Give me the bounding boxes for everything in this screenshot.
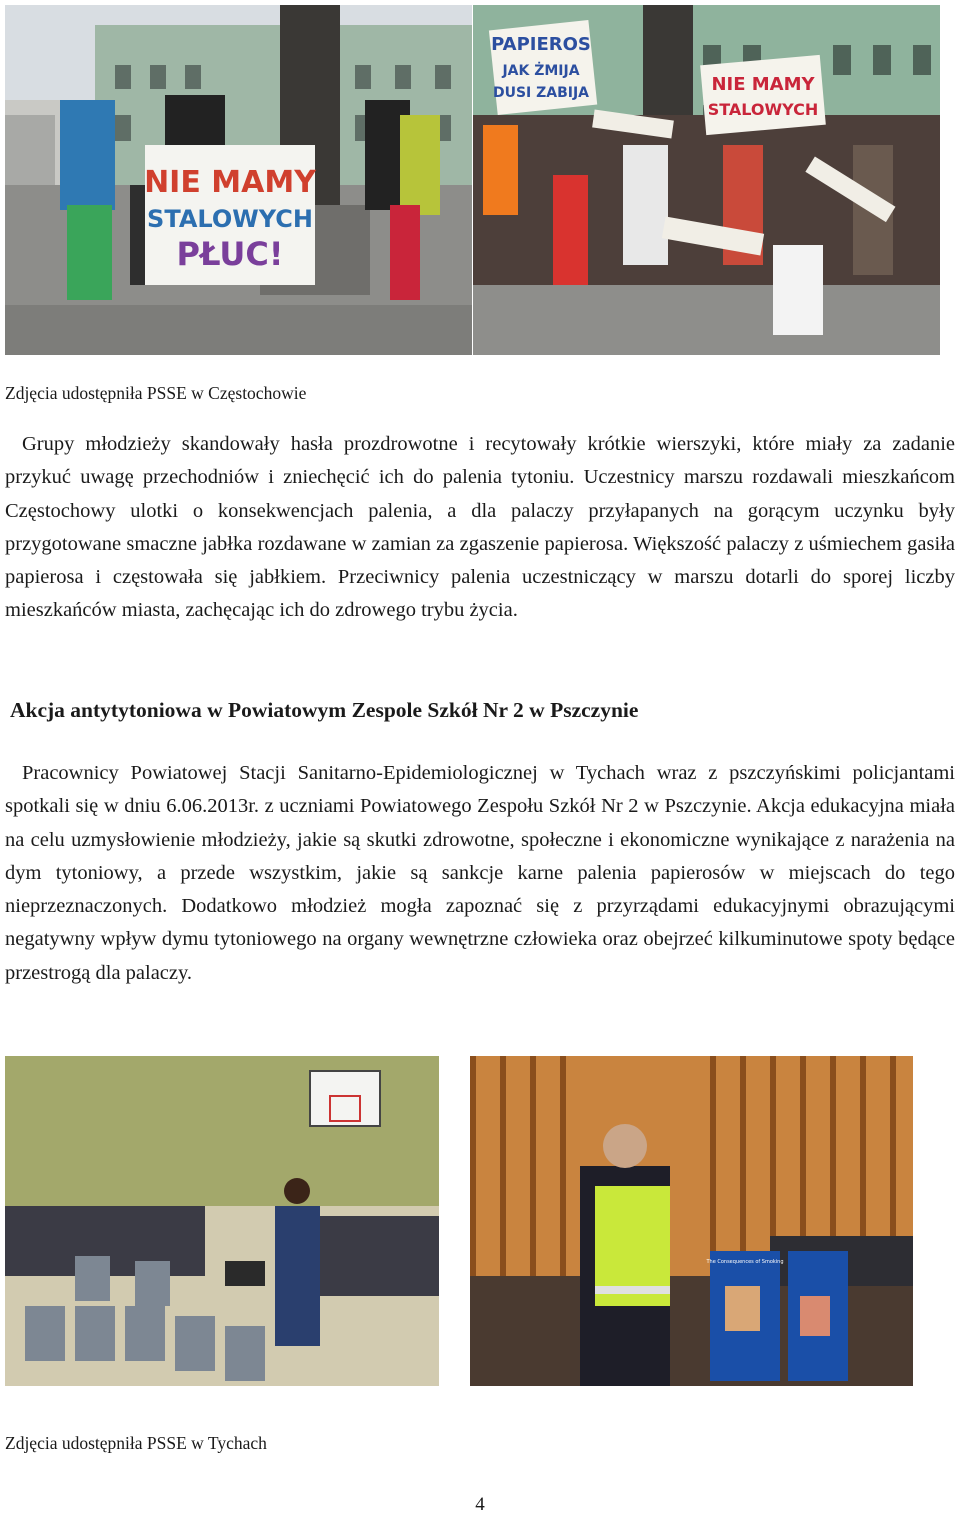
section-heading: Akcja antytytoniowa w Powiatowym Zespole Szkół Nr 2 w Pszczynie <box>10 698 639 722</box>
photo-march-banner <box>5 5 472 355</box>
svg-text:NIE MAMY: NIE MAMY <box>144 165 316 200</box>
page-number: 4 <box>475 1494 485 1515</box>
svg-text:PŁUC!: PŁUC! <box>176 235 284 273</box>
paragraph-march: Grupy młodzieży skandowały hasła prozdrowotne i recytowały krótkie wierszyki, które miały za zadanie przykuć uwagę przechodniów i zniechęcić ich do palenia tytoniu. Uczestnicy marszu rozdawali mieszkańcom Częstochowy ulotki o konsekwencjach palenia, a dla palaczy przyłapanych na gorącym uczynku były przygotowane smaczne jabłka rozdawane w zamian za zgaszenie papierosa. Większość palaczy z uśmiechem gasiła papierosa i częstowała się jabłkiem. Przeciwnicy palenia uczestniczący w marszu dotarli do sporej liczby mieszkańców miasta, zachęcając ich do zdrowego trybu życia. <box>5 433 955 622</box>
photo-school-hall <box>5 1056 439 1386</box>
svg-text:DUSI ZABIJA: DUSI ZABIJA <box>492 85 590 101</box>
svg-text:PAPIEROS: PAPIEROS <box>491 34 591 55</box>
paragraph-school-action: Pracownicy Powiatowej Stacji Sanitarno-Epidemiologicznej w Tychach wraz z pszczyńskimi policjantami spotkali się w dniu 6.06.2013r. z uczniami Powiatowego Zespołu Szkół Nr 2 w Pszczynie. Akcja edukacyjna miała na celu uzmysłowienie młodzieży, jakie są skutki zdrowotne, społeczne i ekonomiczne wynikające z narażenia na dym tytoniowy, a przede wszystkim, jakie są sankcje karne palenia papierosów w miejscach do tego nieprzeznaczonych. Dodatkowo młodzież mogła zapoznać się z przyrządami edukacyjnymi obrazującymi negatywny wpływ dymu tytoniowego na organy wewnętrzne człowieka oraz obejrzeć kilkuminutowe spoty będące przestrogą dla palaczy. <box>5 762 955 984</box>
svg-text:STALOWYCH: STALOWYCH <box>147 205 313 233</box>
svg-text:NIE MAMY: NIE MAMY <box>711 74 815 95</box>
photo-caption-czestochowa: Zdjęcia udostępniła PSSE w Częstochowie <box>5 383 307 403</box>
photo-march-group <box>473 5 940 355</box>
svg-text:JAK ŻMIJA: JAK ŻMIJA <box>502 63 580 79</box>
svg-text:STALOWYCH: STALOWYCH <box>707 100 819 119</box>
photo-police-display <box>470 1056 913 1386</box>
photo-caption-tychy: Zdjęcia udostępniła PSSE w Tychach <box>5 1433 267 1453</box>
svg-text:The Consequences of Smoking: The Consequences of Smoking <box>706 1259 784 1265</box>
